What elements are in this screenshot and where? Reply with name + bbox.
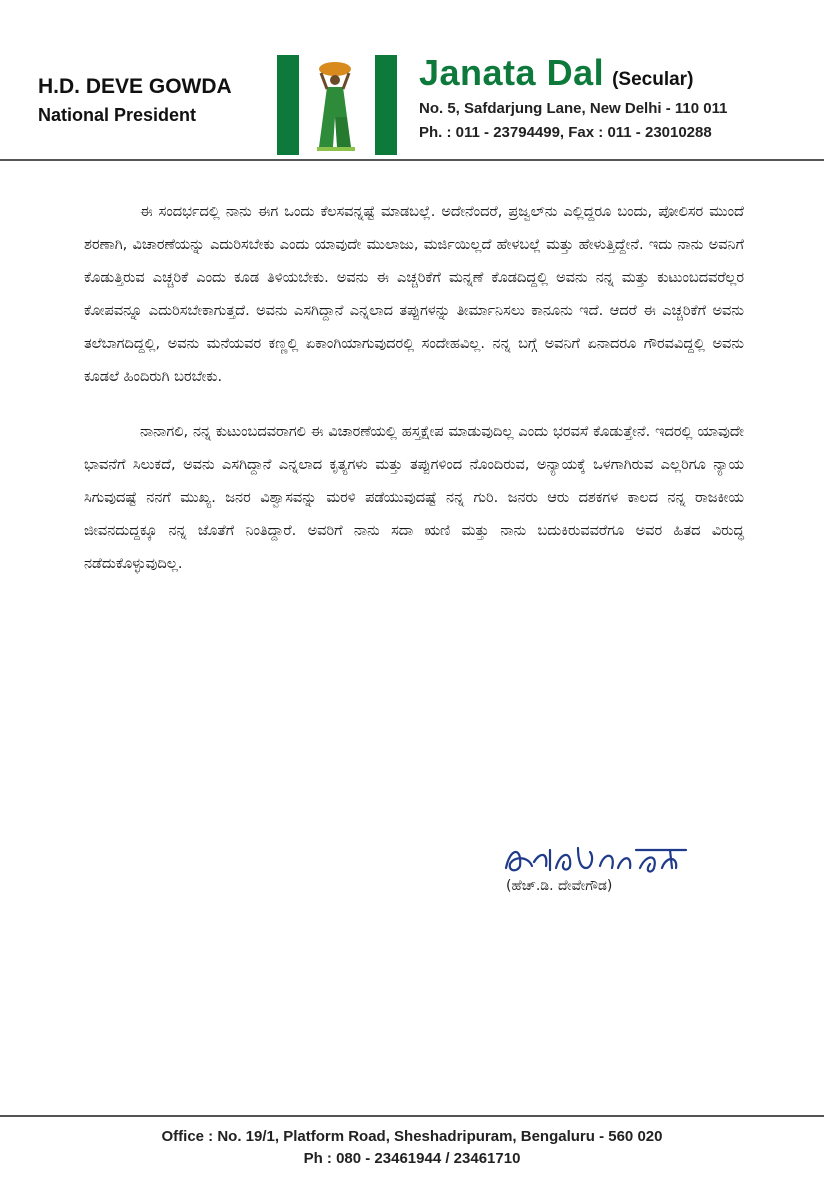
office-address: Office : No. 19/1, Platform Road, Sheshadripuram, Bengaluru - 560 020 (161, 1128, 663, 1145)
footer-block (0, 1128, 824, 1167)
sender-title: National President (38, 105, 197, 125)
farmer-woman-figure (317, 62, 355, 151)
party-name: Janata Dal (419, 52, 605, 93)
party-phone: Ph. : 011 - 23794499, Fax : 011 - 23010288 (419, 124, 712, 141)
footer-divider (0, 1115, 824, 1117)
paragraph-2: ನಾನಾಗಲಿ, ನನ್ನ ಕುಟುಂಬದವರಾಗಲಿ ಈ ವಿಚಾರಣೆಯಲ್ಲಿ ಹಸ್ತಕ್ಷೇಪ ಮಾಡುವುದಿಲ್ಲ ಎಂದು ಭರವಸೆ ಕೊಡುತ್ತೇನೆ. ಇದರಲ್ಲಿ ಯಾವುದೇ ಭಾವನೆಗೆ ಸಿಲುಕದೆ, ಅವನು ಎಸಗಿದ್ದಾನೆ ಎನ್ನಲಾದ ಕೃತ್ಯಗಳು ಮತ್ತು ತಪ್ಪುಗಳಿಂದ ನೊಂದಿರುವ, ಅನ್ಯಾಯಕ್ಕೆ ಒಳಗಾಗಿರುವ ಎಲ್ಲರಿಗೂ ನ್ಯಾಯ ಸಿಗುವುದಷ್ಟೆ ನನಗೆ ಮುಖ್ಯ. ಜನರ ವಿಶ್ವಾಸವನ್ನು ಮರಳಿ ಪಡೆಯುವುದಷ್ಟೆ ನನ್ನ ಗುರಿ. ಜನರು ಆರು ದಶಕಗಳ ಕಾಲದ ನನ್ನ ರಾಜಕೀಯ ಜೀವನದುದ್ದಕ್ಕೂ ನನ್ನ ಜೊತೆಗೆ ನಿಂತಿದ್ದಾರೆ. ಅವರಿಗೆ ನಾನು ಸದಾ ಋಣಿ ಮತ್ತು ನಾನು ಬದುಕಿರುವವರೆಗೂ ಅವರ ಹಿತದ ವಿರುದ್ಧ ನಡೆದುಕೊಳ್ಳುವುದಿಲ್ಲ. (84, 424, 744, 572)
sender-block (38, 75, 232, 126)
sender-name: H.D. DEVE GOWDA (38, 75, 232, 98)
emblem-left-stripe (277, 55, 299, 155)
paragraph-1: ಈ ಸಂದರ್ಭದಲ್ಲಿ ನಾನು ಈಗ ಒಂದು ಕೆಲಸವನ್ನಷ್ಟೆ ಮಾಡಬಲ್ಲೆ. ಅದೇನೆಂದರೆ, ಪ್ರಜ್ವಲ್‌ನು ಎಲ್ಲಿದ್ದರೂ ಬಂದು, ಪೋಲಿಸರ ಮುಂದೆ ಶರಣಾಗಿ, ವಿಚಾರಣೆಯನ್ನು ಎದುರಿಸಬೇಕು ಎಂದು ಯಾವುದೇ ಮುಲಾಜು, ಮರ್ಜಿಯಿಲ್ಲದೆ ಹೇಳಬಲ್ಲೆ ಮತ್ತು ಹೇಳುತ್ತಿದ್ದೇನೆ. ಇದು ನಾನು ಅವನಿಗೆ ಕೊಡುತ್ತಿರುವ ಎಚ್ಚರಿಕೆ ಎಂದು ಕೂಡ ತಿಳಿಯಬೇಕು. ಅವನು ಈ ಎಚ್ಚರಿಕೆಗೆ ಮನ್ನಣೆ ಕೊಡದಿದ್ದಲ್ಲಿ ಅವನು ನನ್ನ ಮತ್ತು ಕುಟುಂಬದವರೆಲ್ಲರ ಕೋಪವನ್ನೂ ಎದುರಿಸಬೇಕಾಗುತ್ತದೆ. ಅವನು ಎಸಗಿದ್ದಾನೆ ಎನ್ನಲಾದ ತಪ್ಪುಗಳನ್ನು ತೀರ್ಮಾನಿಸಲು ಕಾನೂನು ಇದೆ. ಆದರೆ ಈ ಎಚ್ಚರಿಕೆಗೆ ಅವನು ತಲೆಬಾಗದಿದ್ದಲ್ಲಿ, ಅವನು ಮನೆಯವರ ಕಣ್ಣಲ್ಲಿ ಏಕಾಂಗಿಯಾಗುವುದರಲ್ಲಿ ಸಂದೇಹವಿಲ್ಲ. ನನ್ನ ಬಗ್ಗೆ ಅವನಿಗೆ ಏನಾದರೂ ಗೌರವವಿದ್ದಲ್ಲಿ ಅವನು ಕೂಡಲೆ ಹಿಂದಿರುಗಿ ಬರಬೇಕು. (84, 204, 744, 385)
party-address: No. 5, Safdarjung Lane, New Delhi - 110 011 (419, 100, 728, 117)
signatory-name: (ಹೆಚ್.ಡಿ. ದೇವೇಗೌಡ) (506, 878, 613, 894)
party-title (419, 52, 727, 94)
letter-body (84, 196, 744, 581)
emblem-right-stripe (375, 55, 397, 155)
header-divider (0, 159, 824, 161)
party-block (419, 52, 727, 141)
handwritten-signature (500, 838, 690, 878)
office-phone: Ph : 080 - 23461944 / 23461710 (303, 1150, 521, 1167)
party-emblem-icon (277, 55, 397, 155)
party-suffix: (Secular) (612, 69, 694, 90)
